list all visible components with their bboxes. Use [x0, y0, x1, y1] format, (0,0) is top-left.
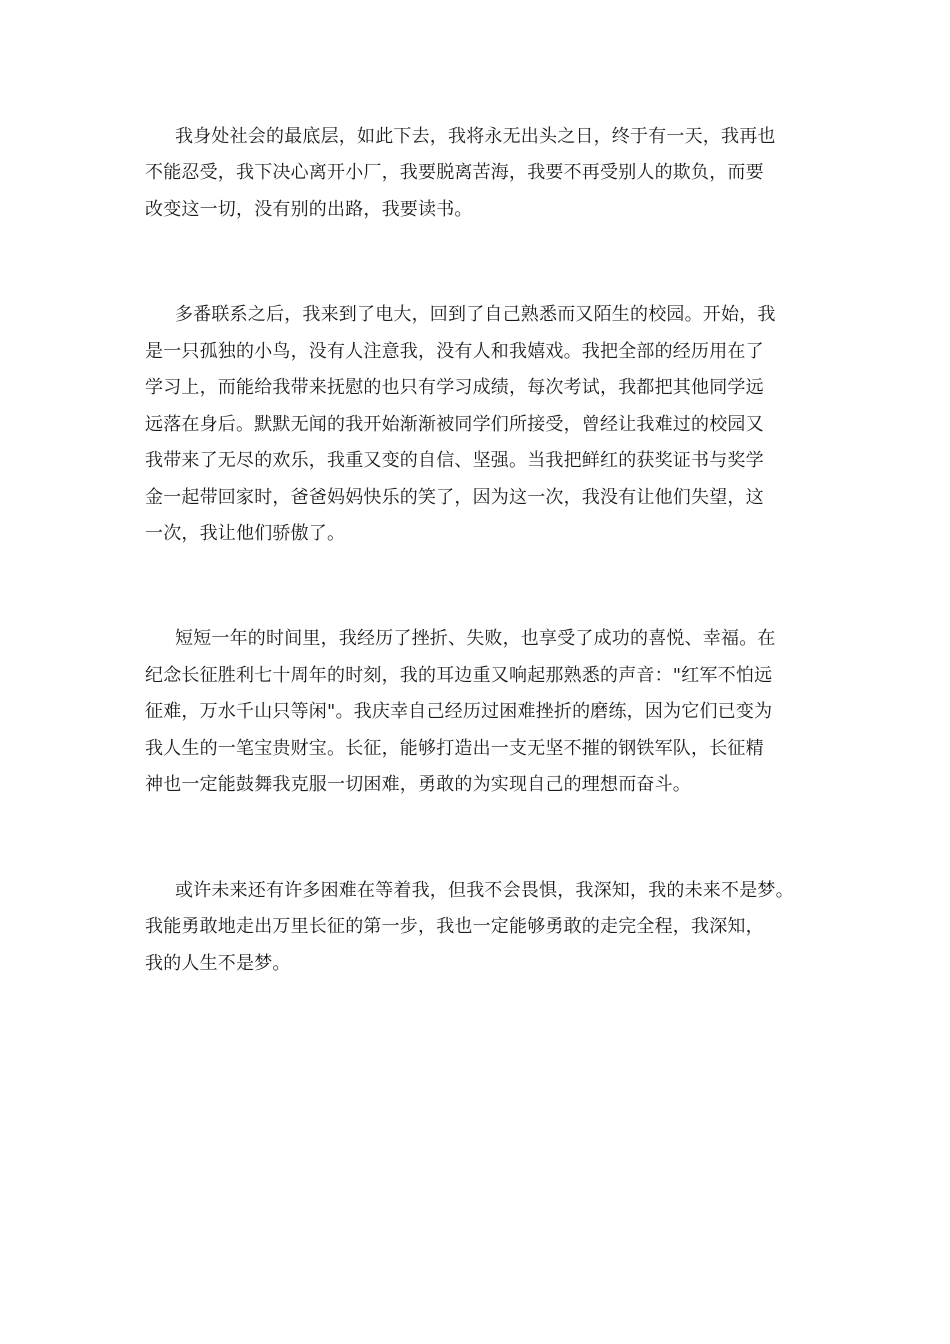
- paragraph-line: 不能忍受，我下决心离开小厂，我要脱离苦海，我要不再受别人的欺负，而要: [145, 162, 764, 183]
- paragraph-line: 改变这一切，没有别的出路，我要读书。: [145, 199, 473, 220]
- paragraph-line: 我的人生不是梦。: [145, 953, 291, 974]
- paragraph-line: 多番联系之后，我来到了电大，回到了自己熟悉而又陌生的校园。开始，我: [175, 304, 776, 325]
- paragraph-line: 金一起带回家时，爸爸妈妈快乐的笑了，因为这一次，我没有让他们失望，这: [145, 487, 764, 508]
- paragraph-line: 是一只孤独的小鸟，没有人注意我，没有人和我嬉戏。我把全部的经历用在了: [145, 341, 764, 362]
- paragraph-line: 一次，我让他们骄傲了。: [145, 523, 346, 544]
- paragraph-line: 纪念长征胜利七十周年的时刻，我的耳边重又响起那熟悉的声音："红军不怕远: [145, 665, 773, 686]
- paragraph-line: 短短一年的时间里，我经历了挫折、失败，也享受了成功的喜悦、幸福。在: [175, 628, 776, 649]
- paragraph-line: 或许未来还有许多困难在等着我，但我不会畏惧，我深知，我的未来不是梦。: [175, 880, 794, 901]
- paragraph-line: 我能勇敢地走出万里长征的第一步，我也一定能够勇敢的走完全程，我深知，: [145, 916, 764, 937]
- paragraph-line: 神也一定能鼓舞我克服一切困难，勇敢的为实现自己的理想而奋斗。: [145, 774, 691, 795]
- paragraph-line: 远落在身后。默默无闻的我开始渐渐被同学们所接受，曾经让我难过的校园又: [145, 414, 764, 435]
- paragraph-line: 学习上，而能给我带来抚慰的也只有学习成绩，每次考试，我都把其他同学远: [145, 377, 764, 398]
- paragraph-line: 征难，万水千山只等闲"。我庆幸自己经历过困难挫折的磨练，因为它们已变为: [145, 701, 773, 722]
- paragraph-line: 我身处社会的最底层，如此下去，我将永无出头之日，终于有一天，我再也: [175, 126, 776, 147]
- paragraph-line: 我人生的一笔宝贵财宝。长征，能够打造出一支无坚不摧的钢铁军队，长征精: [145, 738, 764, 759]
- paragraph-line: 我带来了无尽的欢乐，我重又变的自信、坚强。当我把鲜红的获奖证书与奖学: [145, 450, 764, 471]
